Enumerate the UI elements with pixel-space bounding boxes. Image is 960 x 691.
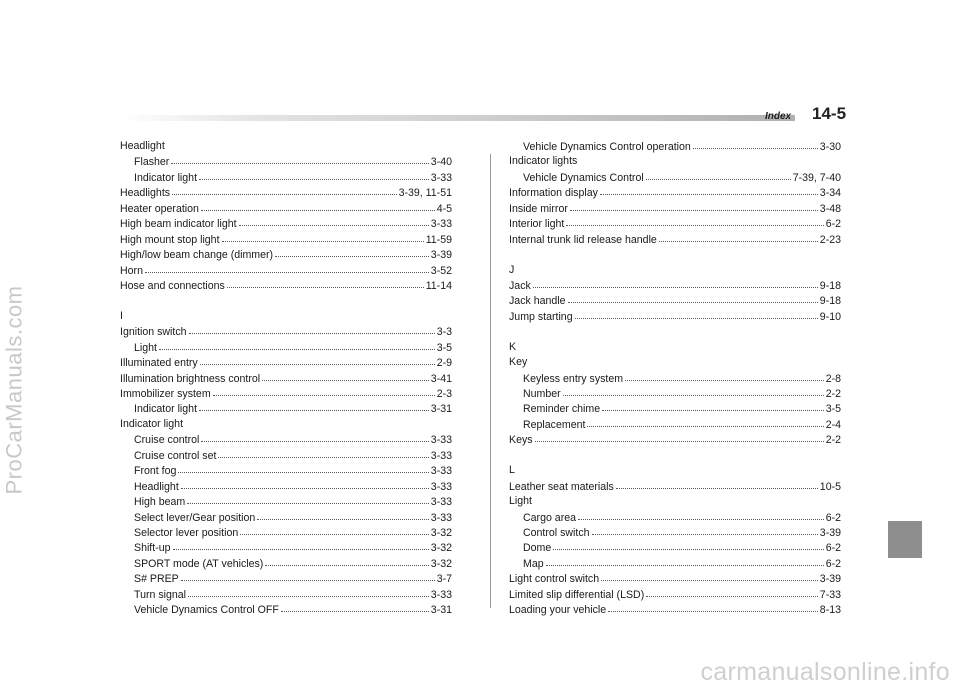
index-subentry bbox=[509, 386, 841, 401]
dot-leader bbox=[159, 339, 435, 350]
entry-label: Light control switch bbox=[509, 573, 600, 586]
entry-page-ref: 3-33 bbox=[430, 588, 452, 601]
index-subentry bbox=[120, 587, 452, 602]
entry-page-ref: 2-9 bbox=[436, 357, 452, 370]
index-group-heading: Key bbox=[509, 356, 528, 369]
dot-leader bbox=[213, 385, 435, 396]
entry-label: Shift-up bbox=[134, 542, 171, 555]
watermark-left-text: ProCarManuals.com bbox=[1, 285, 27, 495]
dot-leader bbox=[201, 431, 428, 442]
index-column-right bbox=[509, 139, 841, 618]
dot-leader bbox=[227, 277, 424, 288]
entry-label: High beam indicator light bbox=[120, 218, 237, 231]
entry-page-ref: 3-33 bbox=[430, 511, 452, 524]
entry-page-ref: 3-39, 11-51 bbox=[398, 187, 452, 200]
entry-label: Indicator light bbox=[134, 171, 198, 184]
page-number: 14-5 bbox=[812, 104, 847, 123]
dot-leader bbox=[257, 509, 428, 520]
index-entry bbox=[120, 185, 452, 200]
entry-page-ref: 3-52 bbox=[430, 264, 452, 277]
dot-leader bbox=[546, 555, 824, 566]
entry-label: Jack bbox=[509, 279, 531, 292]
entry-page-ref: 3-3 bbox=[436, 326, 452, 339]
entry-label: Illuminated entry bbox=[120, 357, 198, 370]
dot-leader bbox=[181, 478, 429, 489]
entry-label: Replacement bbox=[523, 418, 586, 431]
index-subentry bbox=[120, 401, 452, 416]
dot-leader bbox=[200, 354, 435, 365]
spacer bbox=[509, 448, 841, 463]
dot-leader bbox=[178, 462, 428, 473]
dot-leader bbox=[578, 509, 824, 520]
header-label: Index bbox=[765, 111, 792, 122]
index-subentry bbox=[509, 139, 841, 154]
dot-leader bbox=[625, 370, 824, 381]
dot-leader bbox=[602, 400, 824, 411]
entry-label: Headlight bbox=[134, 480, 179, 493]
entry-page-ref: 3-39 bbox=[819, 573, 841, 586]
entry-label: Number bbox=[523, 388, 561, 400]
dot-leader bbox=[693, 138, 818, 149]
entry-label: Vehicle Dynamics Control OFF bbox=[134, 604, 279, 617]
index-entry bbox=[120, 386, 452, 401]
index-subentry bbox=[509, 510, 841, 525]
index-subentry bbox=[120, 602, 452, 617]
dot-leader bbox=[172, 184, 397, 195]
entry-label: Heater operation bbox=[120, 202, 199, 215]
dot-leader bbox=[171, 153, 428, 164]
watermark-bottom: carmanualsonline.info bbox=[700, 658, 950, 686]
index-group-heading: Indicator light bbox=[120, 417, 184, 430]
entry-label: High/low beam change (dimmer) bbox=[120, 249, 274, 262]
header-bar bbox=[120, 115, 795, 121]
index-subentry bbox=[120, 432, 452, 447]
entry-page-ref: 9-10 bbox=[819, 310, 841, 323]
index-subentry bbox=[120, 340, 452, 355]
dot-leader bbox=[566, 215, 823, 226]
entry-label: Illumination brightness control bbox=[120, 372, 261, 385]
index-subentry bbox=[509, 525, 841, 540]
entry-page-ref: 9-18 bbox=[819, 295, 841, 308]
dot-leader bbox=[553, 539, 823, 550]
dot-leader bbox=[262, 370, 429, 381]
entry-page-ref: 3-33 bbox=[430, 449, 452, 462]
index-letter-heading: K bbox=[509, 340, 517, 353]
entry-label: Indicator light bbox=[134, 403, 198, 416]
entry-label: Leather seat materials bbox=[509, 480, 614, 493]
entry-page-ref: 3-48 bbox=[819, 202, 841, 215]
entry-page-ref: 3-33 bbox=[430, 480, 452, 493]
index-entry bbox=[509, 232, 841, 247]
entry-label: Hose and connections bbox=[120, 279, 225, 292]
entry-label: Information display bbox=[509, 187, 598, 200]
entry-page-ref: 8-13 bbox=[819, 604, 841, 617]
entry-label: Cruise control set bbox=[134, 449, 217, 462]
dot-leader bbox=[275, 246, 429, 257]
index-letter-heading: I bbox=[120, 309, 123, 322]
index-subentry bbox=[509, 417, 841, 432]
entry-page-ref: 3-33 bbox=[430, 218, 452, 231]
dot-leader bbox=[646, 586, 818, 597]
dot-leader bbox=[173, 539, 429, 550]
dot-leader bbox=[181, 570, 435, 581]
index-entry bbox=[120, 232, 452, 247]
entry-label: High beam bbox=[134, 496, 186, 509]
index-entry bbox=[509, 587, 841, 602]
entry-page-ref: 2-8 bbox=[825, 372, 841, 385]
index-entry bbox=[509, 293, 841, 308]
entry-page-ref: 3-33 bbox=[430, 496, 452, 509]
index-subentry bbox=[509, 540, 841, 555]
dot-leader bbox=[189, 323, 435, 334]
dot-leader bbox=[533, 277, 818, 288]
index-entry bbox=[509, 602, 841, 617]
index-letter-heading: J bbox=[509, 263, 515, 276]
entry-label: Light bbox=[134, 341, 157, 354]
entry-page-ref: 3-32 bbox=[430, 526, 452, 539]
entry-label: S# PREP bbox=[134, 573, 179, 586]
dot-leader bbox=[568, 292, 818, 303]
entry-page-ref: 3-31 bbox=[430, 604, 452, 617]
index-subentry bbox=[509, 371, 841, 386]
dot-leader bbox=[218, 447, 428, 458]
entry-page-ref: 9-18 bbox=[819, 279, 841, 292]
entry-page-ref: 3-32 bbox=[430, 542, 452, 555]
index-column-left bbox=[120, 139, 452, 618]
dot-leader bbox=[535, 431, 824, 442]
dot-leader bbox=[575, 308, 818, 319]
index-subentry bbox=[120, 479, 452, 494]
dot-leader bbox=[239, 215, 429, 226]
index-subentry bbox=[120, 170, 452, 185]
entry-label: Jack handle bbox=[509, 295, 566, 308]
index-subentry bbox=[120, 525, 452, 540]
entry-label: Flasher bbox=[134, 156, 170, 169]
column-divider bbox=[490, 154, 491, 608]
spacer bbox=[120, 293, 452, 308]
entry-label: Selector lever position bbox=[134, 526, 239, 539]
dot-leader bbox=[265, 555, 428, 566]
entry-label: Immobilizer system bbox=[120, 388, 211, 400]
entry-label: Front fog bbox=[134, 465, 177, 478]
entry-label: Jump starting bbox=[509, 310, 573, 323]
index-entry bbox=[509, 201, 841, 216]
dot-leader bbox=[222, 231, 424, 242]
entry-label: Select lever/Gear position bbox=[134, 511, 256, 524]
entry-page-ref: 2-23 bbox=[819, 233, 841, 246]
index-entry bbox=[120, 355, 452, 370]
entry-page-ref: 6-2 bbox=[825, 542, 841, 555]
index-subentry bbox=[120, 510, 452, 525]
entry-page-ref: 3-7 bbox=[436, 573, 452, 586]
entry-label: Control switch bbox=[523, 526, 590, 539]
index-entry bbox=[120, 263, 452, 278]
dot-leader bbox=[570, 200, 818, 211]
dot-leader bbox=[600, 184, 818, 195]
entry-page-ref: 7-33 bbox=[819, 588, 841, 601]
entry-page-ref: 3-41 bbox=[430, 372, 452, 385]
dot-leader bbox=[145, 262, 429, 273]
index-entry bbox=[509, 216, 841, 231]
entry-page-ref: 6-2 bbox=[825, 218, 841, 231]
index-group-heading: Headlight bbox=[120, 140, 165, 152]
dot-leader bbox=[281, 601, 429, 612]
entry-label: Interior light bbox=[509, 218, 565, 231]
dot-leader bbox=[188, 586, 429, 597]
index-entry bbox=[120, 278, 452, 293]
index-entry bbox=[120, 324, 452, 339]
dot-leader bbox=[240, 524, 429, 535]
entry-page-ref: 3-39 bbox=[819, 526, 841, 539]
entry-page-ref: 3-5 bbox=[436, 341, 452, 354]
entry-page-ref: 6-2 bbox=[825, 511, 841, 524]
index-subentry bbox=[120, 494, 452, 509]
spacer bbox=[509, 247, 841, 262]
index-entry bbox=[509, 432, 841, 447]
entry-label: Dome bbox=[523, 542, 552, 555]
entry-label: Turn signal bbox=[134, 588, 187, 601]
entry-page-ref: 3-39 bbox=[430, 249, 452, 262]
entry-page-ref: 3-33 bbox=[430, 171, 452, 184]
entry-label: Inside mirror bbox=[509, 202, 568, 215]
index-entry bbox=[120, 216, 452, 231]
spacer bbox=[509, 324, 841, 339]
entry-page-ref: 2-4 bbox=[825, 418, 841, 431]
entry-label: Internal trunk lid release handle bbox=[509, 233, 657, 246]
entry-page-ref: 3-34 bbox=[819, 187, 841, 200]
index-subentry bbox=[509, 401, 841, 416]
entry-page-ref: 2-2 bbox=[825, 434, 841, 447]
entry-label: SPORT mode (AT vehicles) bbox=[134, 557, 264, 570]
entry-page-ref: 2-3 bbox=[436, 388, 452, 400]
chapter-tab bbox=[888, 521, 922, 558]
dot-leader bbox=[199, 169, 429, 180]
entry-page-ref: 10-5 bbox=[819, 480, 841, 493]
dot-leader bbox=[659, 231, 818, 242]
dot-leader bbox=[608, 601, 818, 612]
index-subentry bbox=[120, 154, 452, 169]
entry-label: Cruise control bbox=[134, 434, 200, 447]
dot-leader bbox=[187, 493, 429, 504]
index-subentry bbox=[120, 571, 452, 586]
entry-page-ref: 3-5 bbox=[825, 403, 841, 416]
entry-label: Map bbox=[523, 557, 544, 570]
index-entry bbox=[509, 479, 841, 494]
index-group-heading: Indicator lights bbox=[509, 155, 578, 168]
entry-label: Loading your vehicle bbox=[509, 604, 607, 617]
entry-page-ref: 6-2 bbox=[825, 557, 841, 570]
index-subentry bbox=[120, 540, 452, 555]
entry-label: Ignition switch bbox=[120, 326, 187, 339]
entry-page-ref: 11-14 bbox=[425, 279, 452, 292]
entry-page-ref: 3-33 bbox=[430, 434, 452, 447]
index-entry bbox=[120, 371, 452, 386]
index-letter-heading: L bbox=[509, 464, 515, 477]
entry-label: High mount stop light bbox=[120, 233, 220, 246]
dot-leader bbox=[563, 385, 824, 396]
entry-label: Cargo area bbox=[523, 511, 576, 524]
entry-page-ref: 3-40 bbox=[430, 156, 452, 169]
entry-page-ref: 3-33 bbox=[430, 465, 452, 478]
entry-label: Limited slip differential (LSD) bbox=[509, 588, 645, 601]
entry-label: Vehicle Dynamics Control bbox=[523, 171, 644, 184]
index-subentry bbox=[120, 556, 452, 571]
entry-label: Vehicle Dynamics Control operation bbox=[523, 141, 691, 153]
entry-page-ref: 3-31 bbox=[430, 403, 452, 416]
entry-page-ref: 3-30 bbox=[819, 141, 841, 153]
index-entry bbox=[509, 309, 841, 324]
index-subentry bbox=[120, 448, 452, 463]
dot-leader bbox=[592, 524, 818, 535]
dot-leader bbox=[601, 570, 818, 581]
entry-page-ref: 3-32 bbox=[430, 557, 452, 570]
index-subentry bbox=[509, 556, 841, 571]
index-entry bbox=[509, 571, 841, 586]
entry-label: Keyless entry system bbox=[523, 372, 624, 385]
index-subentry bbox=[509, 170, 841, 185]
index-group-heading: Light bbox=[509, 495, 532, 508]
index-entry bbox=[120, 247, 452, 262]
entry-label: Reminder chime bbox=[523, 403, 601, 416]
index-entry bbox=[509, 278, 841, 293]
dot-leader bbox=[587, 416, 823, 427]
index-subentry bbox=[120, 463, 452, 478]
watermark-left bbox=[2, 110, 26, 670]
entry-page-ref: 11-59 bbox=[425, 233, 452, 246]
entry-label: Horn bbox=[120, 264, 143, 277]
dot-leader bbox=[616, 478, 818, 489]
index-entry bbox=[120, 201, 452, 216]
dot-leader bbox=[199, 400, 429, 411]
dot-leader bbox=[646, 169, 791, 180]
entry-page-ref: 7-39, 7-40 bbox=[792, 171, 841, 184]
entry-page-ref: 4-5 bbox=[436, 202, 452, 215]
dot-leader bbox=[201, 200, 435, 211]
index-entry bbox=[509, 185, 841, 200]
entry-label: Headlights bbox=[120, 187, 171, 200]
entry-page-ref: 2-2 bbox=[825, 388, 841, 400]
entry-label: Keys bbox=[509, 434, 533, 447]
